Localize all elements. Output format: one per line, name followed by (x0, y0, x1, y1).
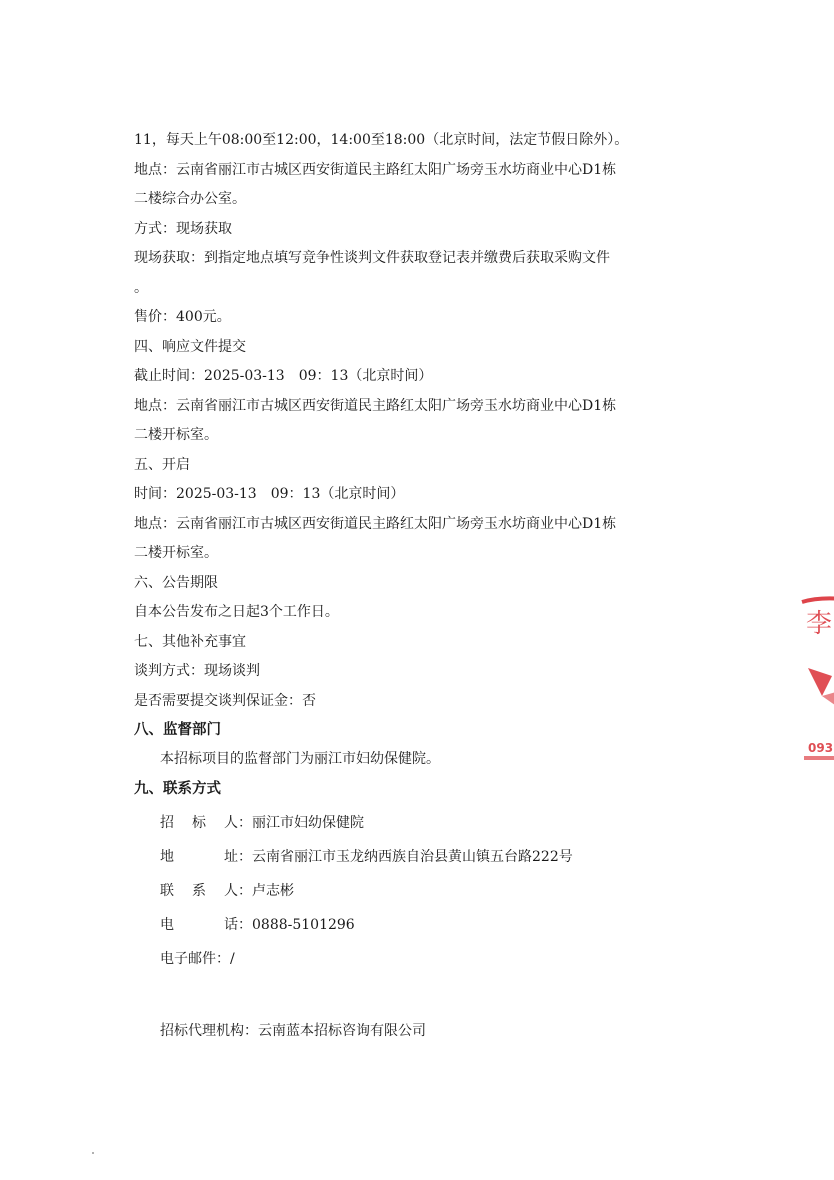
contact-value: ：丽江市妇幼保健院 (238, 814, 364, 831)
contact-value: ：卢志彬 (238, 882, 294, 899)
text-line-method: 方式：现场获取 (134, 220, 232, 237)
agency-label: 招标代理机构 (160, 1022, 244, 1039)
text-line-supervision: 本招标项目的监督部门为丽江市妇幼保健院。 (160, 751, 440, 767)
text-line-open-time: 时间：2025-03-13 09：13（北京时间） (134, 486, 405, 502)
section-heading-4: 四、响应文件提交 (134, 338, 246, 355)
contact-list (134, 806, 694, 976)
text-line-location-2: 地点：云南省丽江市古城区西安街道民主路红太阳广场旁玉水坊商业中心D1栋 (134, 397, 617, 414)
scan-speck (92, 1152, 94, 1154)
text-line-onsite: 现场获取：到指定地点填写竞争性谈判文件获取登记表并缴费后获取采购文件 (134, 250, 610, 266)
text-line-location-2-tail: 二楼开标室。 (134, 427, 218, 443)
contact-value: ：/ (216, 950, 235, 967)
document-body (134, 126, 694, 1043)
contact-row-email (134, 942, 694, 976)
contact-row-address (134, 840, 694, 874)
contact-row-tenderer (134, 806, 694, 840)
text-line-location-3-tail: 二楼开标室。 (134, 545, 218, 561)
contact-label: 招标人 (160, 814, 238, 831)
text-line-deadline: 截止时间：2025-03-13 09：13（北京时间） (134, 368, 433, 384)
text-line-hours: 11，每天上午08:00至12:00，14:00至18:00（北京时间，法定节假日除外）。 (134, 132, 629, 148)
red-seal-fragment (792, 592, 834, 772)
seal-char: 李 (806, 609, 833, 639)
contact-label: 地址 (160, 848, 238, 865)
seal-icon (792, 592, 834, 772)
text-line-location-1-tail: 二楼综合办公室。 (134, 191, 246, 207)
agency-row (134, 1019, 694, 1043)
section-heading-6: 六、公告期限 (134, 574, 218, 591)
text-line-period: 自本公告发布之日起3个工作日。 (134, 604, 339, 620)
contact-label: 电话 (160, 916, 238, 933)
contact-row-person (134, 874, 694, 908)
text-line-location-1: 地点：云南省丽江市古城区西安街道民主路红太阳广场旁玉水坊商业中心D1栋 (134, 161, 617, 178)
seal-number: 093 (808, 741, 834, 755)
contact-value: ：0888-5101296 (238, 916, 355, 933)
contact-row-phone (134, 908, 694, 942)
section-heading-5: 五、开启 (134, 456, 190, 473)
section-heading-8: 八、监督部门 (134, 722, 221, 738)
section-heading-9: 九、联系方式 (134, 780, 221, 797)
contact-label: 电子邮件 (160, 950, 216, 967)
contact-label: 联系人 (160, 882, 238, 899)
contact-value: ：云南省丽江市玉龙纳西族自治县黄山镇五台路222号 (238, 848, 573, 865)
section-heading-7: 七、其他补充事宜 (134, 633, 246, 650)
agency-value: ：云南蓝本招标咨询有限公司 (244, 1022, 426, 1039)
text-line-price: 售价：400元。 (134, 309, 231, 325)
text-line-deposit: 是否需要提交谈判保证金：否 (134, 692, 316, 709)
text-line-negotiation-method: 谈判方式：现场谈判 (134, 663, 260, 679)
text-line-onsite-tail: 。 (134, 279, 148, 296)
text-line-location-3: 地点：云南省丽江市古城区西安街道民主路红太阳广场旁玉水坊商业中心D1栋 (134, 515, 617, 532)
